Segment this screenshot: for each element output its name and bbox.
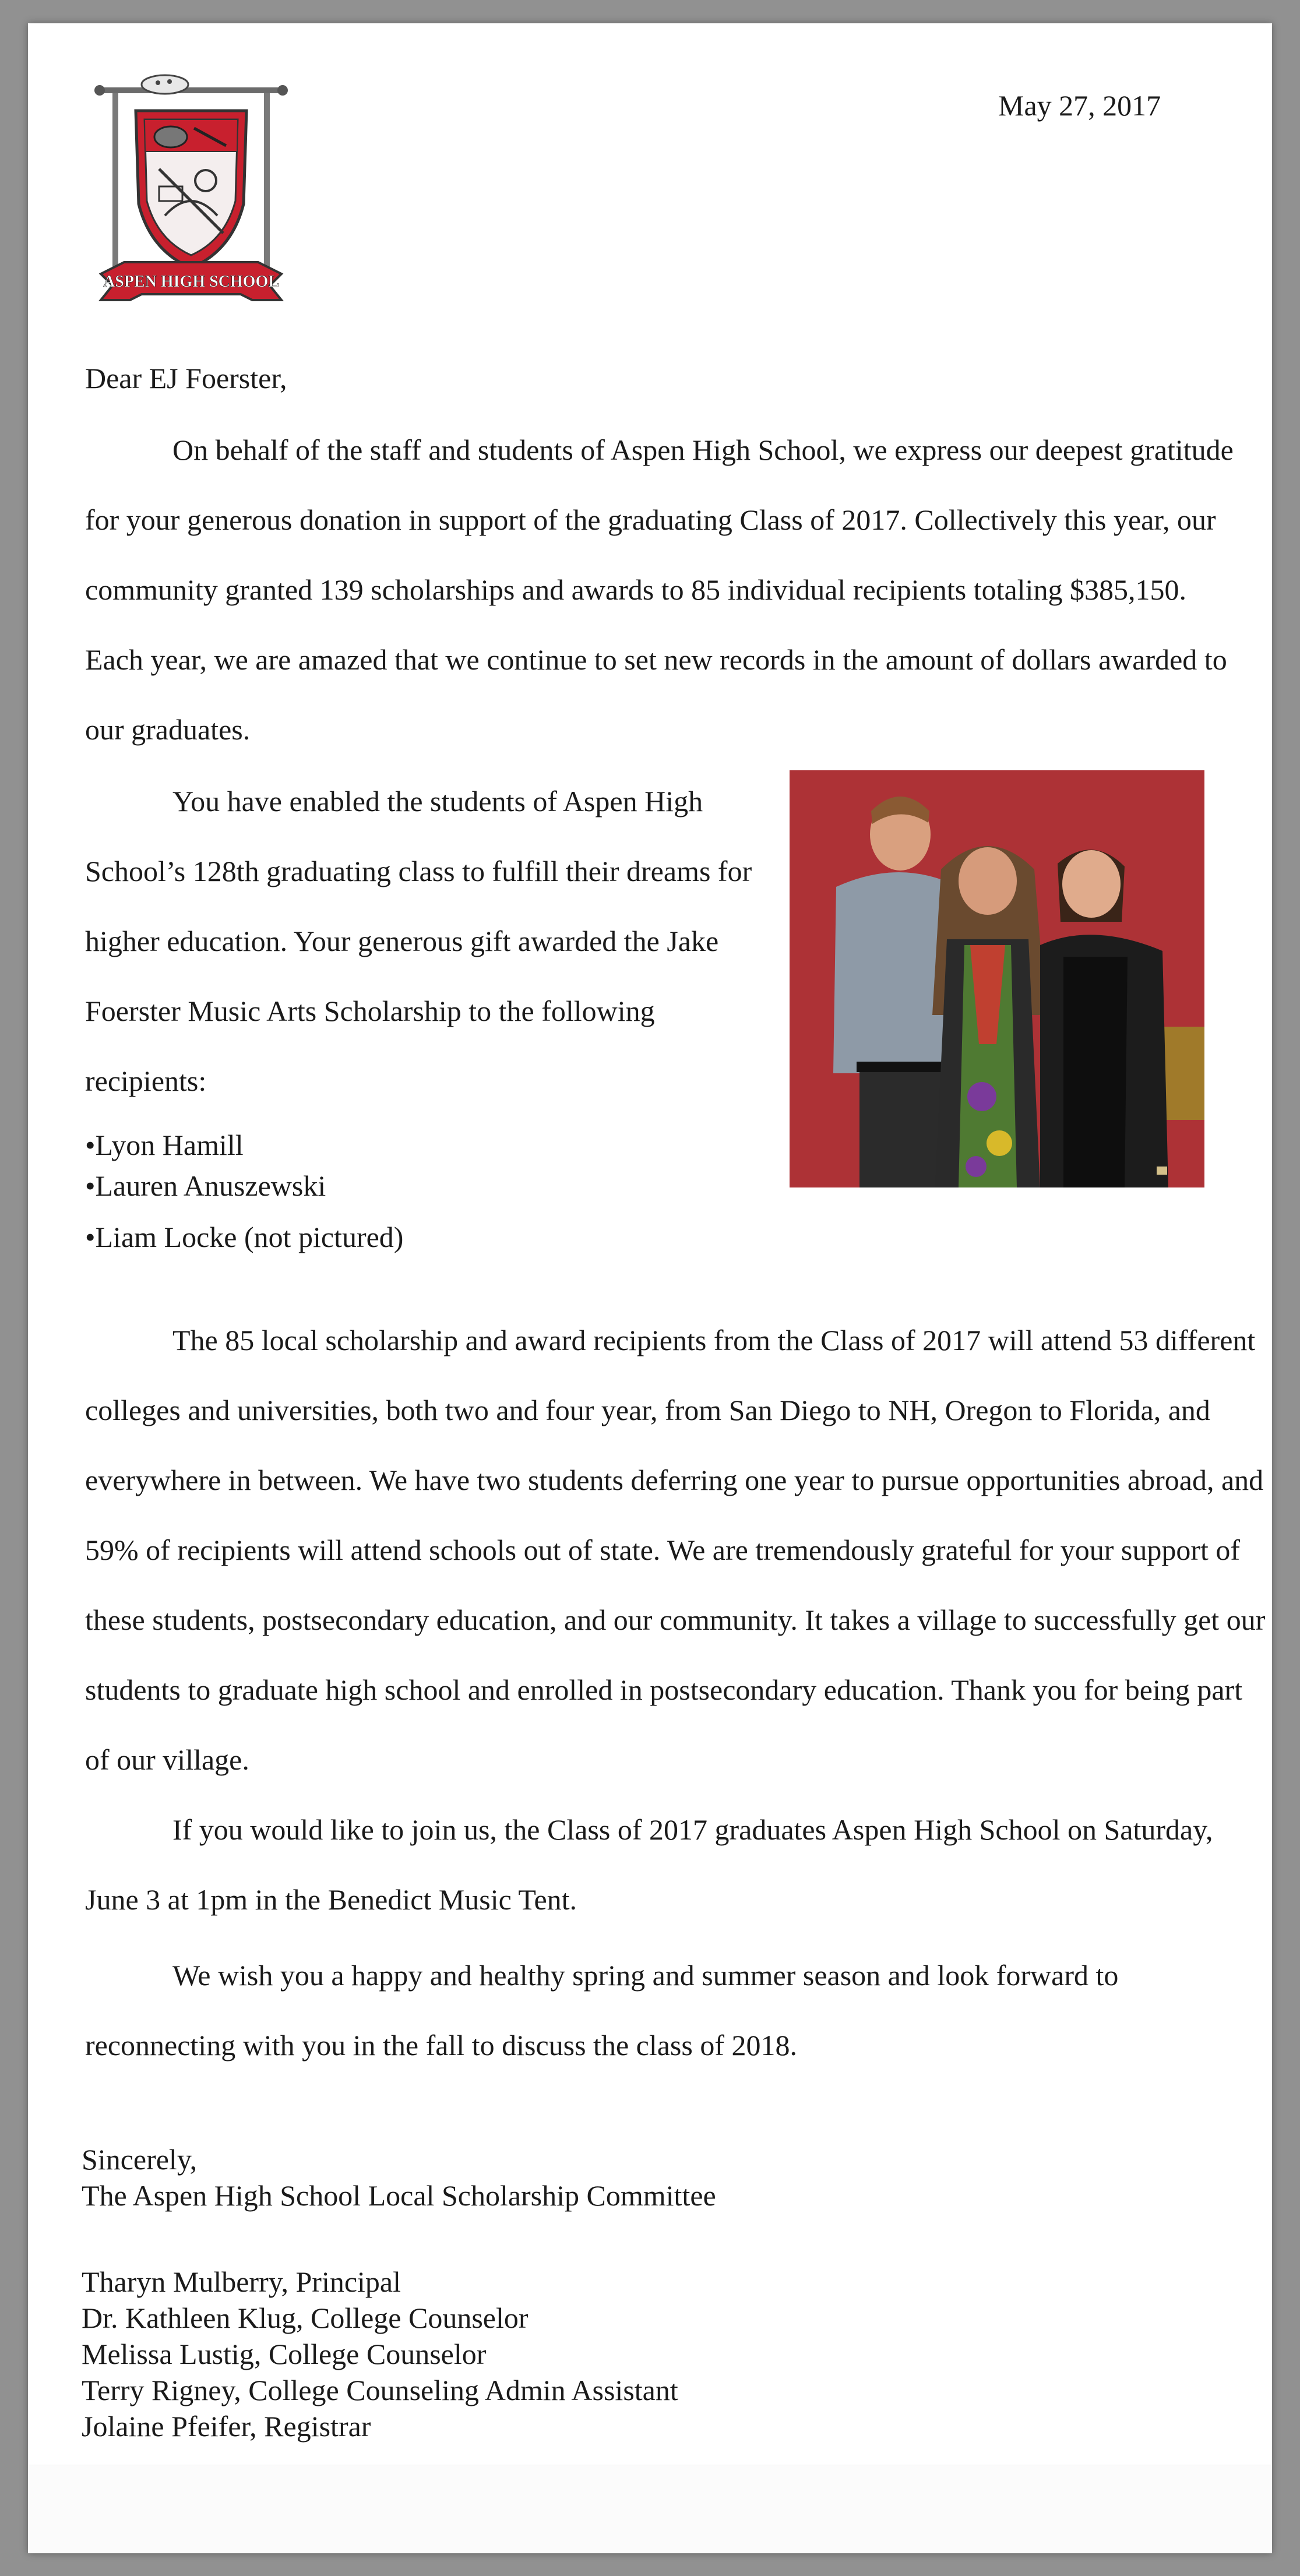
signatory: Dr. Kathleen Klug, College Counselor: [82, 2302, 529, 2334]
paragraph-colleges-text: The 85 local scholarship and award recipients from the Class of 2017 will attend 53 different colleges and universities, both two and four year, from San Diego to NH, Oregon to Florida, and everywhere in between. We have two students deferring one year to pursue opportunities abroad, and 59% of recipients will attend schools out of state. We are tremendously grateful for your support of these students, postsecondary education, and our community. It takes a village to successfully get our students to graduate high school and enrolled in postsecondary education. Thank you for being part of our village.: [85, 1324, 1266, 1776]
list-item: •Lauren Anuszewski: [85, 1169, 326, 1202]
letter-date: May 27, 2017: [998, 89, 1161, 122]
closing-block: [82, 2141, 716, 2214]
page-footer-area: [28, 2465, 1272, 2553]
salutation: Dear EJ Foerster,: [85, 362, 287, 394]
school-crest-logo: [89, 70, 293, 315]
signatory: Melissa Lustig, College Counselor: [82, 2338, 487, 2370]
paragraph-enabled: [85, 766, 773, 1116]
paragraph-graduation: [85, 1795, 1268, 1934]
paragraph-enabled-text: You have enabled the students of Aspen High School’s 128th graduating class to fulfill their dreams for higher education. Your generous gift awarded the Jake Foerster Music Arts Scholarship to the following recipients:: [85, 785, 752, 1097]
closing-line: Sincerely,: [82, 2143, 198, 2176]
recipients-list: [85, 1125, 403, 1257]
paragraph-wishes-text: We wish you a happy and healthy spring and summer season and look forward to reconnecting with you in the fall to discuss the class of 2018.: [85, 1959, 1119, 2061]
paragraph-gratitude-text: On behalf of the staff and students of Aspen High School, we express our deepest gratitude for your generous donation in support of the graduating Class of 2017. Collectively this year, our community granted 139 scholarships and awards to 85 individual recipients totaling $385,150. Each year, we are amazed that we continue to set new records in the amount of dollars awarded to our graduates.: [85, 434, 1234, 746]
committee-name: The Aspen High School Local Scholarship Committee: [82, 2179, 716, 2212]
list-item: •Lyon Hamill: [85, 1129, 244, 1161]
list-item: •Liam Locke (not pictured): [85, 1221, 404, 1253]
paragraph-wishes: [85, 1940, 1268, 2080]
recipients-photo: [790, 770, 1204, 1187]
paragraph-graduation-text: If you would like to join us, the Class of 2017 graduates Aspen High School on Saturday, June 3 at 1pm in the Benedict Music Tent.: [85, 1813, 1213, 1916]
signatory: Terry Rigney, College Counseling Admin Assistant: [82, 2374, 678, 2406]
crest-banner-text: ASPEN HIGH SCHOOL: [103, 273, 279, 291]
letter-page: [28, 23, 1272, 2553]
paragraph-gratitude: [85, 415, 1245, 764]
signatories-list: [82, 2264, 678, 2444]
paragraph-colleges: [85, 1305, 1268, 1795]
signatory: Tharyn Mulberry, Principal: [82, 2265, 401, 2298]
signatory: Jolaine Pfeifer, Registrar: [82, 2410, 371, 2443]
